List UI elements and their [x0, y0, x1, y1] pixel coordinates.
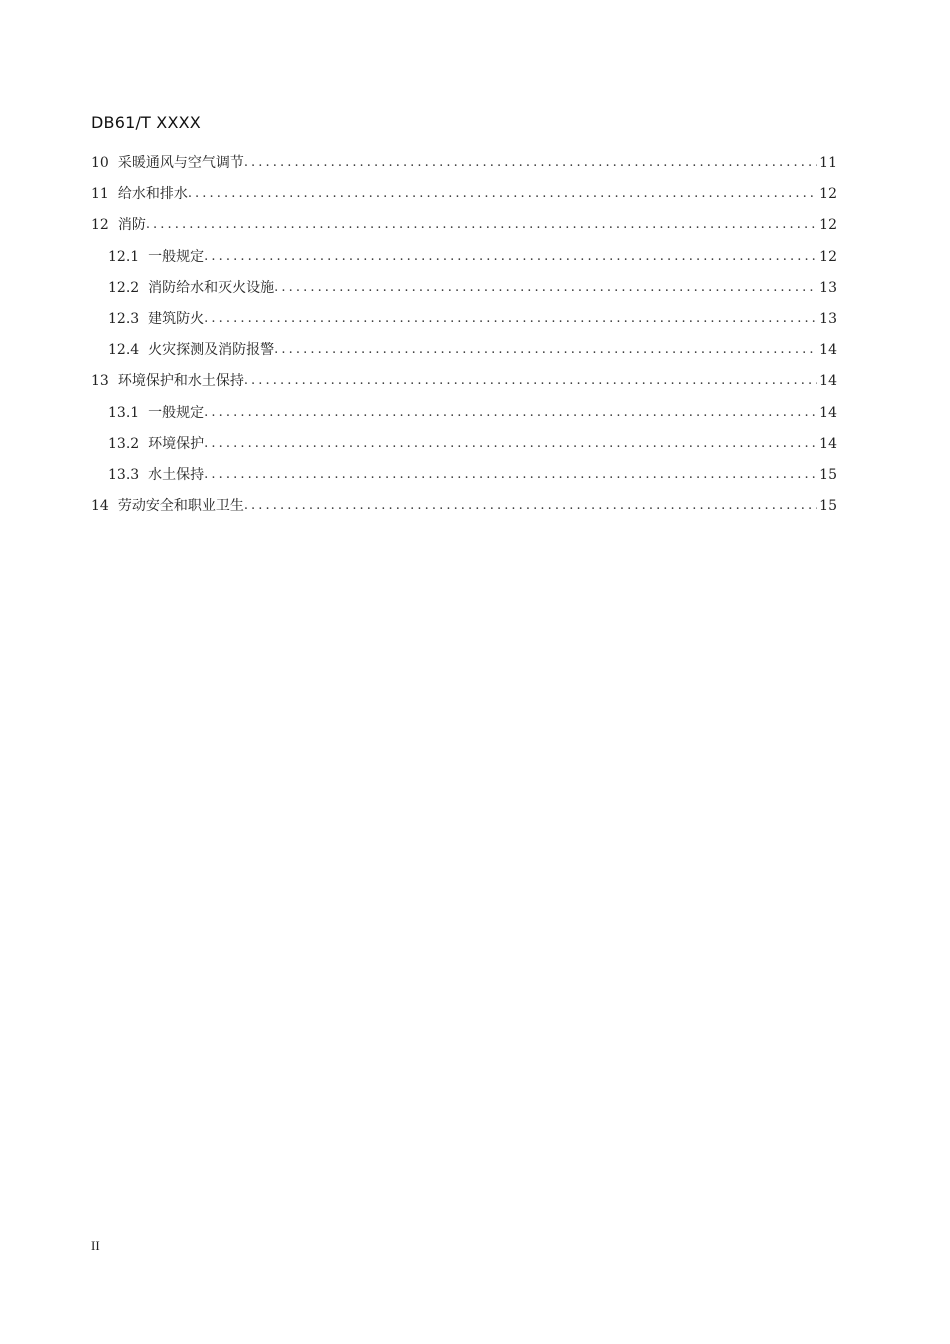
toc-entry-number: 11: [91, 186, 109, 203]
toc-entry-number: 14: [91, 498, 109, 515]
toc-entry[interactable]: [91, 338, 837, 369]
toc-dot-leader: [204, 463, 817, 487]
page-number: II: [91, 1238, 100, 1253]
toc-entry[interactable]: [91, 182, 837, 213]
toc-dot-leader: [146, 213, 817, 237]
toc-entry-page: 13: [819, 310, 837, 327]
toc-entry-page: 13: [819, 279, 837, 296]
toc-entry-title: 给水和排水: [117, 186, 188, 203]
toc-entry[interactable]: [91, 307, 837, 338]
table-of-contents: [91, 151, 837, 525]
toc-entry-number: 10: [91, 155, 109, 171]
toc-entry-title: 火灾探测及消防报警: [148, 342, 275, 359]
toc-entry-page: 14: [819, 404, 837, 421]
toc-dot-leader: [204, 307, 817, 331]
toc-entry-number: 12.3: [108, 310, 140, 327]
toc-entry-page: 15: [819, 466, 837, 483]
toc-entry-page: 14: [819, 373, 837, 390]
toc-dot-leader: [204, 245, 817, 269]
toc-entry-title: 一般规定: [148, 404, 205, 421]
toc-entry-title: 一般规定: [148, 248, 205, 265]
toc-entry-page: 12: [819, 186, 837, 203]
toc-dot-leader: [244, 369, 817, 393]
toc-dot-leader: [274, 276, 817, 300]
toc-entry-title: 消防: [117, 217, 146, 234]
toc-entry-page: 12: [819, 217, 837, 234]
toc-entry-number: 13: [91, 373, 109, 390]
toc-dot-leader: [188, 182, 817, 206]
toc-dot-leader: [244, 494, 817, 518]
toc-entry[interactable]: [91, 369, 837, 400]
toc-entry-number: 13.1: [108, 404, 140, 421]
toc-entry[interactable]: [91, 432, 837, 463]
toc-entry[interactable]: [91, 213, 837, 244]
toc-entry-title: 采暖通风与空气调节: [117, 155, 244, 171]
toc-entry[interactable]: [91, 494, 837, 525]
toc-entry-page: 15: [819, 498, 837, 515]
toc-entry-title: 劳动安全和职业卫生: [117, 498, 244, 515]
toc-entry-page: 12: [819, 248, 837, 265]
toc-dot-leader: [204, 401, 817, 425]
toc-entry[interactable]: [91, 245, 837, 276]
toc-entry-title: 水土保持: [148, 466, 205, 483]
toc-entry-title: 环境保护: [148, 435, 205, 452]
document-code-header: DB61/T XXXX: [91, 113, 201, 132]
toc-entry[interactable]: [91, 401, 837, 432]
toc-entry-number: 12.4: [108, 342, 140, 359]
toc-entry[interactable]: [91, 151, 837, 182]
toc-entry-number: 12.1: [108, 248, 140, 265]
toc-dot-leader: [274, 338, 817, 362]
toc-entry-page: 14: [819, 435, 837, 452]
toc-entry-title: 环境保护和水土保持: [117, 373, 244, 390]
toc-entry-page: 14: [819, 342, 837, 359]
toc-entry-number: 13.3: [108, 466, 140, 483]
toc-entry-page: 11: [819, 155, 837, 171]
toc-entry[interactable]: [91, 463, 837, 494]
toc-entry[interactable]: [91, 276, 837, 307]
toc-dot-leader: [244, 151, 817, 175]
toc-entry-number: 13.2: [108, 435, 140, 452]
toc-entry-number: 12: [91, 217, 109, 234]
toc-entry-title: 消防给水和灭火设施: [148, 279, 275, 296]
toc-entry-title: 建筑防火: [148, 310, 205, 327]
toc-entry-number: 12.2: [108, 279, 140, 296]
toc-dot-leader: [204, 432, 817, 456]
